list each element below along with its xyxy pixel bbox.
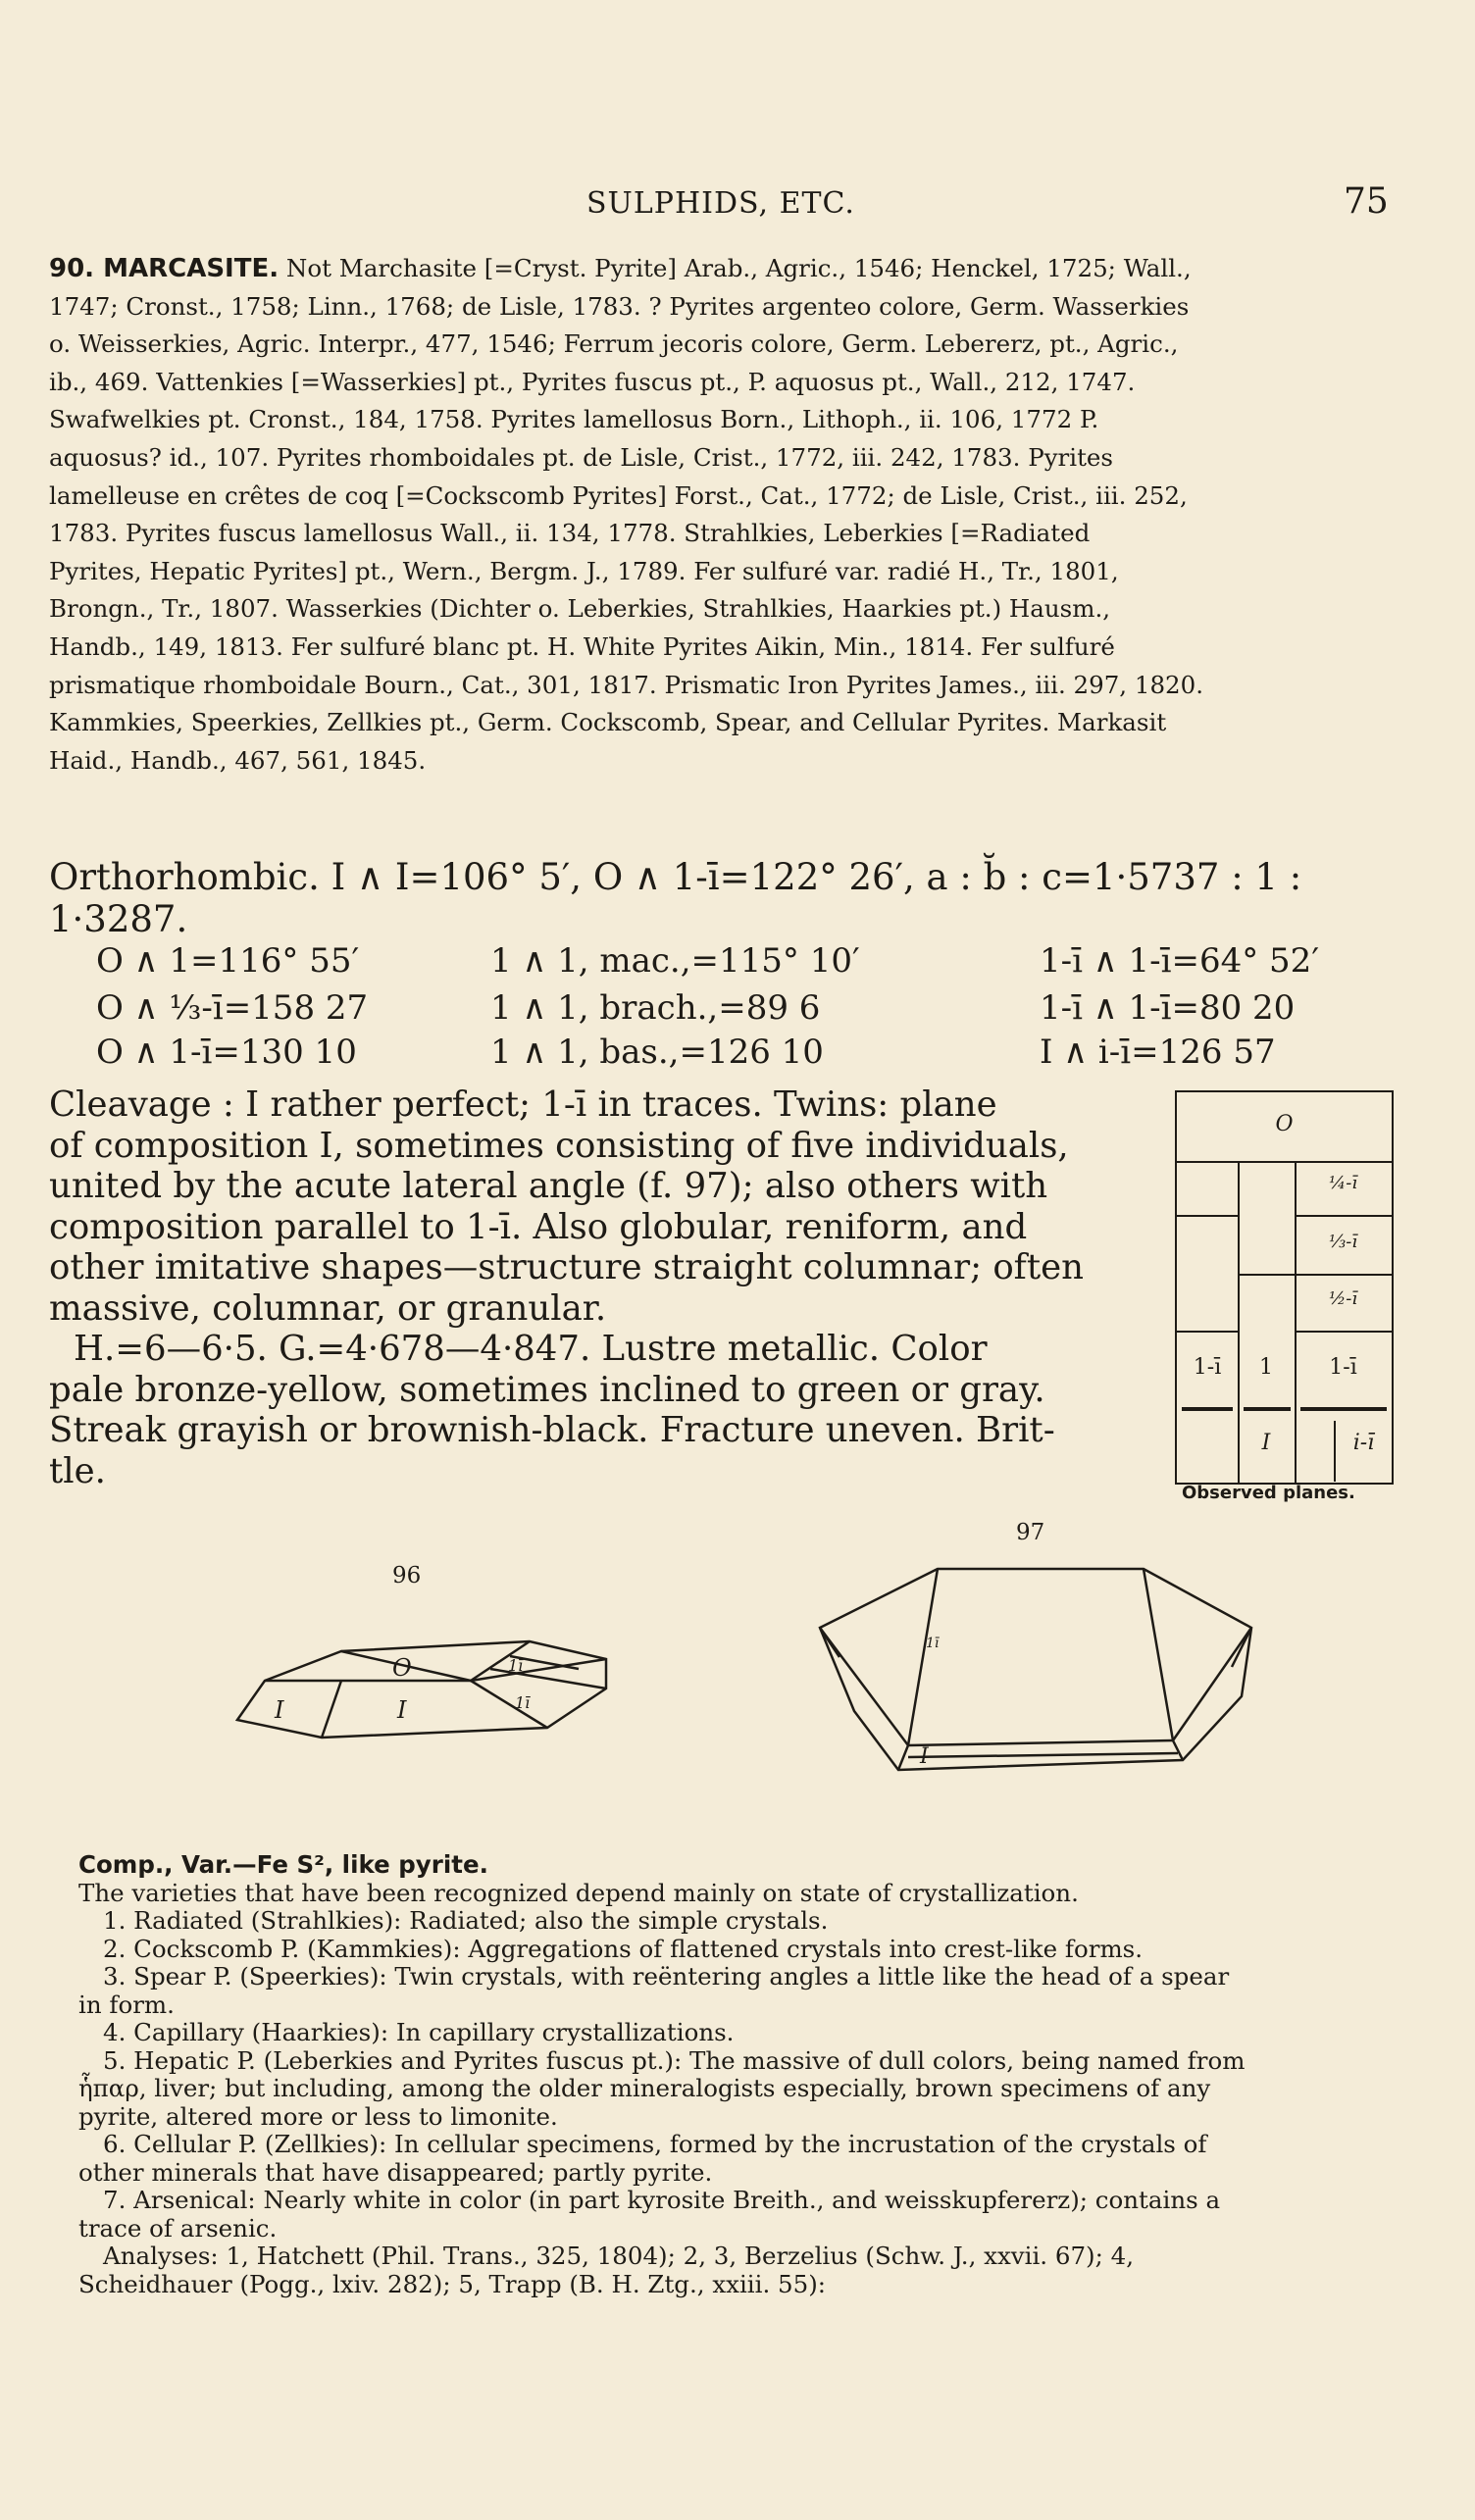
figure-97 <box>810 1520 1271 1814</box>
table-caption: Observed planes. <box>1182 1483 1355 1503</box>
comp-line: 2. Cockscomb P. (Kammkies): Aggregations of flattened crystals into crest-like forms. <box>103 1934 1144 1963</box>
synonymy-line: 1783. Pyrites fuscus lamellosus Wall., ii. 134, 1778. Strahlkies, Leberkies [=Radiated <box>49 519 1091 548</box>
comp-line: The varieties that have been recognized depend mainly on state of crystallization. <box>78 1878 1079 1907</box>
description-line: united by the acute lateral angle (f. 97); also others with <box>49 1166 1048 1206</box>
physical-description <box>49 1084 1123 1491</box>
face-label: I <box>397 1696 407 1724</box>
plane-r1: ¼-ī <box>1328 1173 1358 1193</box>
synonymy-line: o. Weisserkies, Agric. Interpr., 477, 1546; Ferrum jecoris colore, Germ. Lebererz, pt., Agric., <box>49 329 1179 359</box>
running-title: SULPHIDS, ETC. <box>586 186 855 221</box>
species-title: 90. MARCASITE. <box>49 254 280 283</box>
synonymy-paragraph <box>49 250 1427 780</box>
face-label: 1ī <box>508 1656 524 1675</box>
angle-entry: 1-ī ∧ 1-ī=64° 52′ <box>1040 941 1320 981</box>
description-line: H.=6—6·5. G.=4·678—4·847. Lustre metallic. Color <box>74 1329 988 1369</box>
synonymy-line: prismatique rhomboidale Bourn., Cat., 301, 1817. Prismatic Iron Pyrites James., iii. 297, 1820. <box>49 670 1204 699</box>
angle-entry: O ∧ ⅓-ī=158 27 <box>96 988 369 1028</box>
crystal-drawing <box>810 1520 1271 1814</box>
synonymy-line: Haid., Handb., 467, 561, 1845. <box>49 745 427 775</box>
description-line: tle. <box>49 1450 106 1491</box>
description-line: Cleavage : I rather perfect; 1-ī in traces. Twins: plane <box>49 1084 997 1125</box>
synonymy-line: Brongn., Tr., 1807. Wasserkies (Dichter o. Leberkies, Strahlkies, Haarkies pt.) Hausm., <box>49 594 1111 624</box>
synonymy-line: 90. MARCASITE. Not Marchasite [=Cryst. Pyrite] Arab., Agric., 1546; Henckel, 1725; Wall., <box>49 254 1192 283</box>
description-line: pale bronze-yellow, sometimes inclined to green or gray. <box>49 1369 1045 1410</box>
face-label: I <box>920 1744 929 1769</box>
crystal-system: Orthorhombic. I ∧ I=106° 5′, O ∧ 1-ī=122° 26′, a : b̆ : c=1·5737 : 1 : 1·3287. <box>49 856 1302 940</box>
synonymy-line: lamelleuse en crêtes de coq [=Cockscomb Pyrites] Forst., Cat., 1772; de Lisle, Crist., iii. 252, <box>49 480 1188 510</box>
angle-entry: 1 ∧ 1, brach.,=89 6 <box>490 988 821 1028</box>
angle-entry: O ∧ 1-ī=130 10 <box>96 1033 357 1072</box>
comp-line: Scheidhauer (Pogg., lxiv. 282); 5, Trapp (B. H. Ztg., xxiii. 55): <box>78 2269 827 2298</box>
description-line: composition parallel to 1-ī. Also globular, reniform, and <box>49 1206 1028 1247</box>
synonymy-line: ib., 469. Vattenkies [=Wasserkies] pt., Pyrites fuscus pt., P. aquosus pt., Wall., 212, 1747. <box>49 367 1136 396</box>
comp-line: 5. Hepatic P. (Leberkies and Pyrites fuscus pt.): The massive of dull colors, being named from <box>103 2045 1246 2075</box>
plane-r2: ⅓-ī <box>1328 1232 1358 1252</box>
plane-c2b: I <box>1261 1431 1271 1455</box>
figure-number: 96 <box>392 1563 422 1588</box>
plane-O: O <box>1275 1112 1294 1136</box>
synonymy-line: Handb., 149, 1813. Fer sulfuré blanc pt. H. White Pyrites Aikin, Min., 1814. Fer sulfuré <box>49 631 1115 661</box>
comp-line: other minerals that have disappeared; partly pyrite. <box>78 2157 713 2187</box>
face-label: 1ī <box>515 1693 531 1712</box>
comp-line: 7. Arsenical: Nearly white in color (in part kyrosite Breith., and weisskupfererz); contains a <box>103 2186 1221 2214</box>
comp-line: trace of arsenic. <box>78 2213 278 2243</box>
description-line: massive, columnar, or granular. <box>49 1287 607 1329</box>
page-number: 75 <box>1344 181 1389 222</box>
plane-r4: 1-ī <box>1329 1355 1357 1380</box>
synonymy-line: aquosus? id., 107. Pyrites rhomboidales pt. de Lisle, Crist., 1772, iii. 242, 1783. Pyrites <box>49 442 1113 472</box>
description-line: Streak grayish or brownish-black. Fracture uneven. Brit- <box>49 1410 1055 1450</box>
synonymy-line: Swafwelkies pt. Cronst., 184, 1758. Pyrites lamellosus Born., Lithoph., ii. 106, 1772 P. <box>49 405 1099 434</box>
face-label: I <box>275 1696 284 1724</box>
angle-entry: O ∧ 1=116° 55′ <box>96 941 360 981</box>
figure-number: 97 <box>1016 1520 1045 1545</box>
comp-line: 1. Radiated (Strahlkies): Radiated; also the simple crystals. <box>103 1906 829 1935</box>
synonymy-line: 1747; Cronst., 1758; Linn., 1768; de Lisle, 1783. ? Pyrites argenteo colore, Germ. Wasserkies <box>49 291 1190 321</box>
plane-r3: ½-ī <box>1328 1288 1358 1309</box>
composition-section <box>78 1851 1432 2298</box>
plane-c2a: 1 <box>1259 1355 1273 1380</box>
plane-c1: 1-ī <box>1193 1355 1222 1380</box>
observed-planes-table <box>1175 1090 1394 1485</box>
angle-entry: 1 ∧ 1, mac.,=115° 10′ <box>490 941 860 981</box>
synonymy-line: Pyrites, Hepatic Pyrites] pt., Wern., Bergm. J., 1789. Fer sulfuré var. radié H., Tr., 1801, <box>49 556 1119 585</box>
comp-line: 4. Capillary (Haarkies): In capillary crystallizations. <box>103 2018 735 2046</box>
angle-entry: I ∧ i-ī=126 57 <box>1040 1033 1276 1072</box>
face-label: O <box>392 1654 412 1682</box>
comp-line: Comp., Var.—Fe S², like pyrite. <box>78 1850 488 1879</box>
comp-line: 6. Cellular P. (Zellkies): In cellular specimens, formed by the incrustation of the crystals of <box>103 2130 1207 2158</box>
description-line: other imitative shapes—structure straight columnar; often <box>49 1247 1084 1287</box>
comp-line: in form. <box>78 1990 175 2019</box>
comp-line: ἧπαρ, liver; but including, among the older mineralogists especially, brown specimens of any <box>78 2074 1211 2102</box>
comp-line: Analyses: 1, Hatchett (Phil. Trans., 325, 1804); 2, 3, Berzelius (Schw. J., xxvii. 67); 4, <box>103 2242 1135 2270</box>
comp-line: 3. Spear P. (Speerkies): Twin crystals, with reëntering angles a little like the head of a spear <box>103 1962 1230 1991</box>
face-label: 1ī <box>926 1636 940 1651</box>
figure-96 <box>196 1563 628 1798</box>
synonymy-line: Kammkies, Speerkies, Zellkies pt., Germ. Cockscomb, Spear, and Cellular Pyrites. Markasit <box>49 708 1167 737</box>
crystal-drawing <box>196 1563 628 1798</box>
angle-entry: 1-ī ∧ 1-ī=80 20 <box>1040 988 1296 1028</box>
angle-entry: 1 ∧ 1, bas.,=126 10 <box>490 1033 824 1072</box>
comp-line: pyrite, altered more or less to limonite. <box>78 2101 558 2131</box>
plane-r5: i-ī <box>1352 1431 1375 1455</box>
description-line: of composition I, sometimes consisting of five individuals, <box>49 1125 1069 1166</box>
